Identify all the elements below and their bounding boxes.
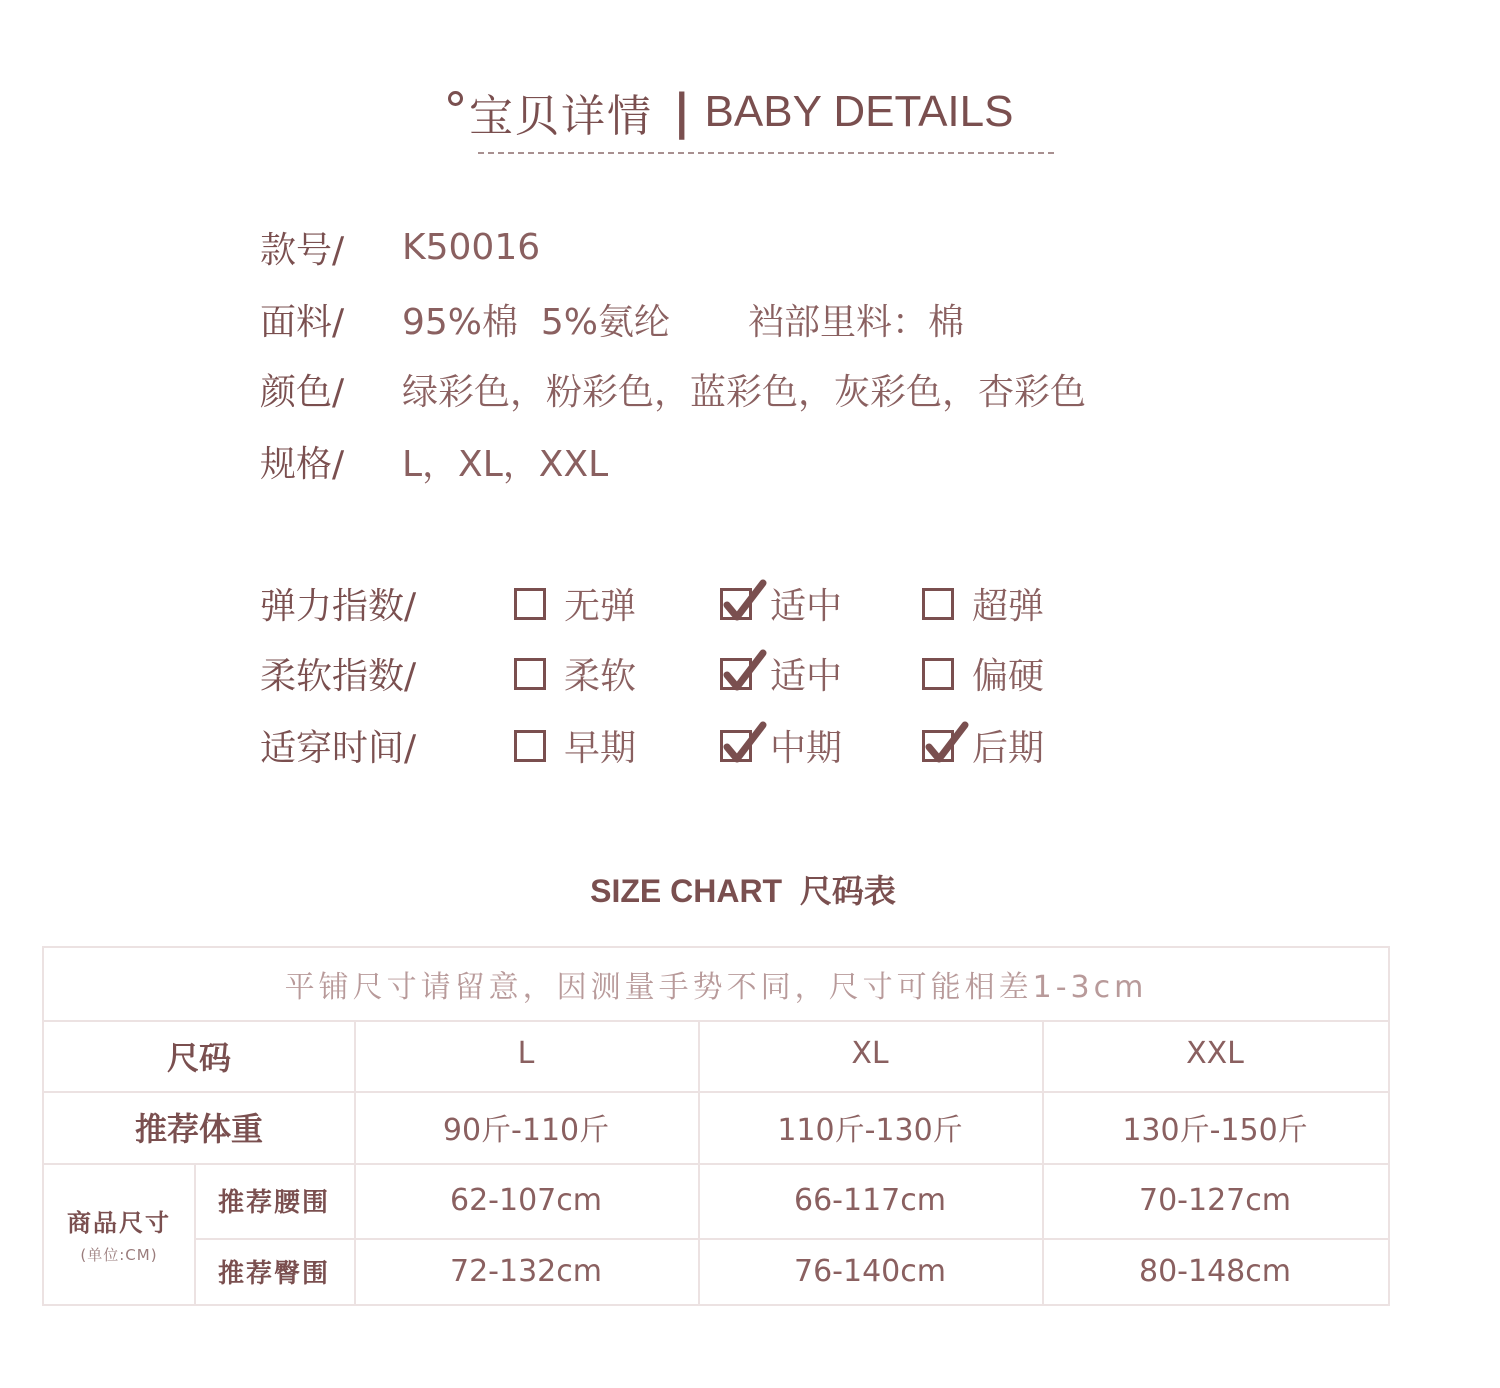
checkbox-icon: [922, 588, 954, 620]
checkmark-icon: [721, 719, 769, 767]
option-label: 柔软: [564, 656, 637, 697]
info-lining: 裆部里料：棉: [748, 301, 965, 343]
size-cell: XXL: [1186, 1035, 1244, 1071]
circle-icon: [448, 91, 463, 106]
waist-cell: 66-117cm: [794, 1183, 946, 1218]
weight-cell: 130斤-150斤: [1122, 1113, 1308, 1148]
index-option: [720, 648, 842, 699]
index-option: [922, 720, 1044, 771]
info-key: 规格/: [260, 443, 345, 485]
hip-cell: 76-140cm: [794, 1253, 946, 1289]
info-value: 绿彩色，粉彩色，蓝彩色，灰彩色，杏彩色: [402, 371, 1087, 413]
checked-box-icon: [720, 730, 752, 762]
size-cell: XL: [851, 1035, 889, 1071]
checked-box-icon: [720, 588, 752, 620]
title-cn: 宝贝详情: [469, 91, 653, 142]
info-key: 面料/: [260, 301, 345, 343]
checked-box-icon: [720, 658, 752, 690]
table-note: 平铺尺寸请留意，因测量手势不同，尺寸可能相差1-3cm: [284, 970, 1148, 1005]
unit-label: (单位:CM): [80, 1245, 158, 1264]
info-key: 颜色/: [260, 371, 345, 413]
checkmark-icon: [923, 719, 971, 767]
option-label: 早期: [564, 728, 637, 769]
option-label: 超弹: [972, 586, 1045, 627]
checkmark-icon: [721, 577, 769, 625]
waist-cell: 62-107cm: [450, 1183, 602, 1218]
option-label: 后期: [972, 728, 1045, 769]
weight-cell: 110斤-130斤: [777, 1113, 963, 1148]
index-option: [922, 578, 1044, 629]
weight-cell: 90斤-110斤: [442, 1113, 610, 1148]
info-row-colors: [260, 364, 1086, 414]
info-value: K50016: [402, 226, 541, 268]
info-row-fabric: [260, 294, 1160, 344]
option-label: 中期: [770, 728, 843, 769]
title-separator: |: [673, 84, 691, 140]
option-label: 无弹: [564, 586, 637, 627]
info-row-sizes: [260, 436, 608, 486]
info-value: L，XL，XXL: [402, 443, 609, 485]
index-option: [514, 720, 636, 771]
weight-label: 推荐体重: [134, 1110, 263, 1148]
product-size-label-group: [44, 1163, 194, 1304]
index-key: 适穿时间/: [260, 728, 417, 769]
size-label: 尺码: [166, 1038, 231, 1077]
checkmark-icon: [721, 647, 769, 695]
hip-label: 推荐臀围: [217, 1258, 330, 1289]
index-option: [514, 648, 636, 699]
size-cell: L: [517, 1035, 535, 1071]
title-divider: [478, 152, 1054, 154]
index-option: [720, 578, 842, 629]
index-key: 弹力指数/: [260, 586, 417, 627]
checkbox-icon: [514, 658, 546, 690]
info-row-style-number: [260, 222, 540, 272]
size-chart-title: SIZE CHART 尺码表: [590, 873, 896, 909]
hip-cell: 80-148cm: [1139, 1253, 1291, 1289]
option-label: 适中: [770, 586, 843, 627]
index-option: [720, 720, 842, 771]
waist-cell: 70-127cm: [1139, 1183, 1291, 1218]
page-title: [448, 82, 1068, 142]
checkbox-icon: [922, 658, 954, 690]
hip-cell: 72-132cm: [450, 1253, 602, 1289]
option-label: 偏硬: [972, 656, 1045, 697]
product-size-label: 商品尺寸: [67, 1208, 171, 1237]
checkbox-icon: [514, 588, 546, 620]
info-key: 款号/: [260, 229, 345, 271]
index-option: [922, 648, 1044, 699]
index-key: 柔软指数/: [260, 656, 417, 697]
checkbox-icon: [514, 730, 546, 762]
info-value: 95%棉 5%氨纶: [402, 301, 671, 343]
title-en: BABY DETAILS: [704, 87, 1014, 136]
waist-label: 推荐腰围: [217, 1188, 330, 1218]
option-label: 适中: [770, 656, 843, 697]
size-table: [42, 946, 1390, 1306]
index-option: [514, 578, 636, 629]
checked-box-icon: [922, 730, 954, 762]
